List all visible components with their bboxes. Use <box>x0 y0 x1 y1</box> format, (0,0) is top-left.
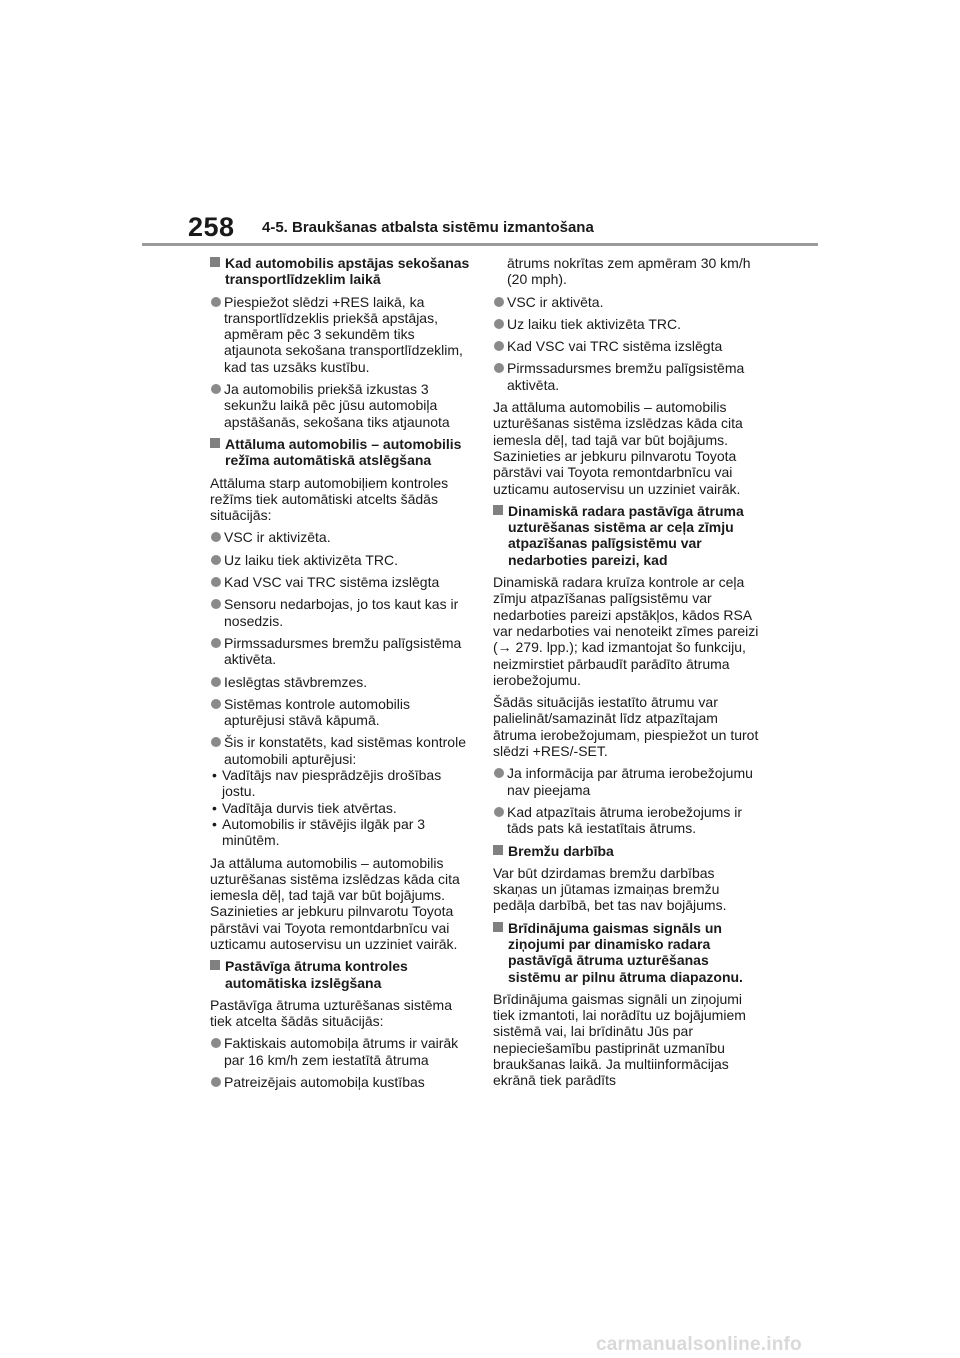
round-bullet-icon <box>494 363 504 373</box>
watermark: carmanualsonline.info <box>596 1334 802 1355</box>
square-bullet-icon <box>493 922 503 932</box>
round-bullet-icon <box>211 577 221 587</box>
square-bullet-icon <box>210 960 220 970</box>
list-item: Ja informācija par ātruma ierobežojumu nav pieejama <box>493 765 759 798</box>
round-bullet-icon <box>494 341 504 351</box>
list-item: Pirmssadursmes bremžu palīgsistēma aktivēta. <box>493 360 759 393</box>
list-item: Kad atpazītais ātruma ierobežojums ir tāds pats kā iestatītais ātrums. <box>493 804 759 837</box>
header-rule <box>142 243 818 246</box>
round-bullet-icon <box>494 297 504 307</box>
round-bullet-icon <box>211 1038 221 1048</box>
paragraph: Attāluma starp automobiļiem kontroles režīms tiek automātiski atcelts šādās situācijās: <box>210 474 449 524</box>
heading-auto-cancel-distance: Attāluma automobilis – automobilis režīma automātiskā atslēgšana <box>210 436 472 469</box>
paragraph: Var būt dzirdamas bremžu darbības skaņas un jūtamas izmaiņas bremžu pedāļa darbībā, bet tas nav bojājums. <box>493 864 727 914</box>
list-item: VSC ir aktivēta. <box>493 294 759 310</box>
list-item: Uz laiku tiek aktivizēta TRC. <box>210 552 472 568</box>
sub-list-item: • Automobilis ir stāvējis ilgāk par 3 minūtēm. <box>212 815 426 849</box>
round-bullet-icon <box>494 807 504 817</box>
heading-rsa-malfunction: Dinamiskā radara pastāvīga ātruma uzturēšanas sistēma ar ceļa zīmju atpazīšanas palīgsistēmu var nedarboties pareizi, kad <box>493 503 759 568</box>
square-bullet-icon <box>493 845 503 855</box>
list-item: Pirmssadursmes bremžu palīgsistēma aktivēta. <box>210 635 472 668</box>
arrow-icon: → <box>497 639 512 656</box>
paragraph: Ja attāluma automobilis – automobilis uzturēšanas sistēma izslēdzas kāda cita iemesla dēļ, tad tajā var būt bojājums. Sazinieties ar jebkuru pilnvarotu Toyota pārstāvi vai Toyota remontdarbnīcu vai uzticamu autoservisu un uzziniet vairāk. <box>493 399 743 497</box>
heading-stop-following: Kad automobilis apstājas sekošanas transportlīdzeklim laikā <box>210 255 472 288</box>
right-column <box>493 255 759 1095</box>
round-bullet-icon <box>211 699 221 709</box>
round-bullet-icon <box>211 1077 221 1087</box>
square-bullet-icon <box>493 505 503 515</box>
round-bullet-icon <box>211 555 221 565</box>
square-bullet-icon <box>210 257 220 267</box>
list-item: Kad VSC vai TRC sistēma izslēgta <box>210 574 472 590</box>
paragraph: Šādās situācijās iestatīto ātrumu var palielināt/samazināt līdz atpazītajam ātruma ierobežojumam, piespiežot un turot slēdzi +RES/-SET. <box>493 694 759 760</box>
list-item: Uz laiku tiek aktivizēta TRC. <box>493 316 759 332</box>
list-item: Piespiežot slēdzi +RES laikā, ka transportlīdzeklis priekšā apstājas, apmēram pēc 3 sekundēm tiks atjaunota sekošana transportlīdzeklim, kad tas uzsāks kustību. <box>210 294 472 375</box>
paragraph: Dinamiskā radara kruīza kontrole ar ceļa zīmju atpazīšanas palīgsistēmu var nedarboties pareizi apstākļos, kādos RSA var nedarboties vai nenoteikt zīmes pareizi (→ 279. lpp.); kad izmantojat šo funkciju, neizmirstiet pārbaudīt parādīto ātruma ierobežojumu. <box>493 574 759 688</box>
list-item: Kad VSC vai TRC sistēma izslēgta <box>493 338 759 354</box>
list-item: VSC ir aktivizēta. <box>210 529 472 545</box>
square-bullet-icon <box>210 438 220 448</box>
list-item: Patreizējais automobiļa kustības <box>210 1074 472 1090</box>
continued-text: ātrums nokrītas zem apmēram 30 km/h (20 mph). <box>507 255 751 288</box>
round-bullet-icon <box>211 297 221 307</box>
sub-list-item: • Vadītāja durvis tiek atvērtas. <box>212 799 397 816</box>
paragraph: Pastāvīga ātruma uzturēšanas sistēma tiek atcelta šādās situācijās: <box>210 996 453 1030</box>
round-bullet-icon <box>211 532 221 542</box>
heading-auto-cancel-constant-speed: Pastāvīga ātruma kontroles automātiska izslēgšana <box>210 958 472 991</box>
list-item: Sensoru nedarbojas, jo tos kaut kas ir nosedzis. <box>210 596 472 629</box>
round-bullet-icon <box>211 638 221 648</box>
round-bullet-icon <box>211 737 221 747</box>
left-column <box>210 255 472 1096</box>
page-number: 258 <box>188 212 235 242</box>
round-bullet-icon <box>494 319 504 329</box>
sub-list-item: • Vadītājs nav piesprādzējis drošības jostu. <box>212 767 442 800</box>
section-title: 4-5. Braukšanas atbalsta sistēmu izmantošana <box>262 219 594 236</box>
paragraph: Ja attāluma automobilis – automobilis uzturēšanas sistēma izslēdzas kāda cita iemesla dēļ, tad tajā var būt bojājums. Sazinieties ar jebkuru pilnvarotu Toyota pārstāvi vai Toyota remontdarbnīcu vai uzticamu autoservisu un uzziniet vairāk. <box>210 854 460 952</box>
round-bullet-icon <box>494 768 504 778</box>
list-item: Šis ir konstatēts, kad sistēmas kontrole automobili apturējusi: • Vadītājs nav piesprādzējis drošības jostu. • Vadītāja durvis tiek atvērtas. • Automobilis ir stāvējis ilgāk par 3 minūtēm. <box>210 734 472 848</box>
heading-warning-lights: Brīdinājuma gaismas signāls un ziņojumi par dinamisko radara pastāvīgā ātruma uzturēšanas sistēmu ar pilnu ātruma diapazonu. <box>493 920 759 985</box>
list-item: Ja automobilis priekšā izkustas 3 sekunžu laikā pēc jūsu automobiļa apstāšanās, sekošana tiks atjaunota <box>210 381 472 430</box>
heading-brake-operation: Bremžu darbība <box>493 843 759 859</box>
round-bullet-icon <box>211 599 221 609</box>
round-bullet-icon <box>211 677 221 687</box>
paragraph: Brīdinājuma gaismas signāli un ziņojumi tiek izmantoti, lai norādītu uz bojājumiem sistēmā vai, lai brīdinātu Jūs par nepieciešamību pastiprināt uzmanību braukšanas laikā. Ja multiinformācijas ekrānā tiek parādīts <box>493 990 746 1089</box>
list-item: Sistēmas kontrole automobilis apturējusi stāvā kāpumā. <box>210 696 472 729</box>
round-bullet-icon <box>211 384 221 394</box>
list-item: Ieslēgtas stāvbremzes. <box>210 674 472 690</box>
list-item: Faktiskais automobiļa ātrums ir vairāk par 16 km/h zem iestatītā ātruma <box>210 1035 472 1068</box>
